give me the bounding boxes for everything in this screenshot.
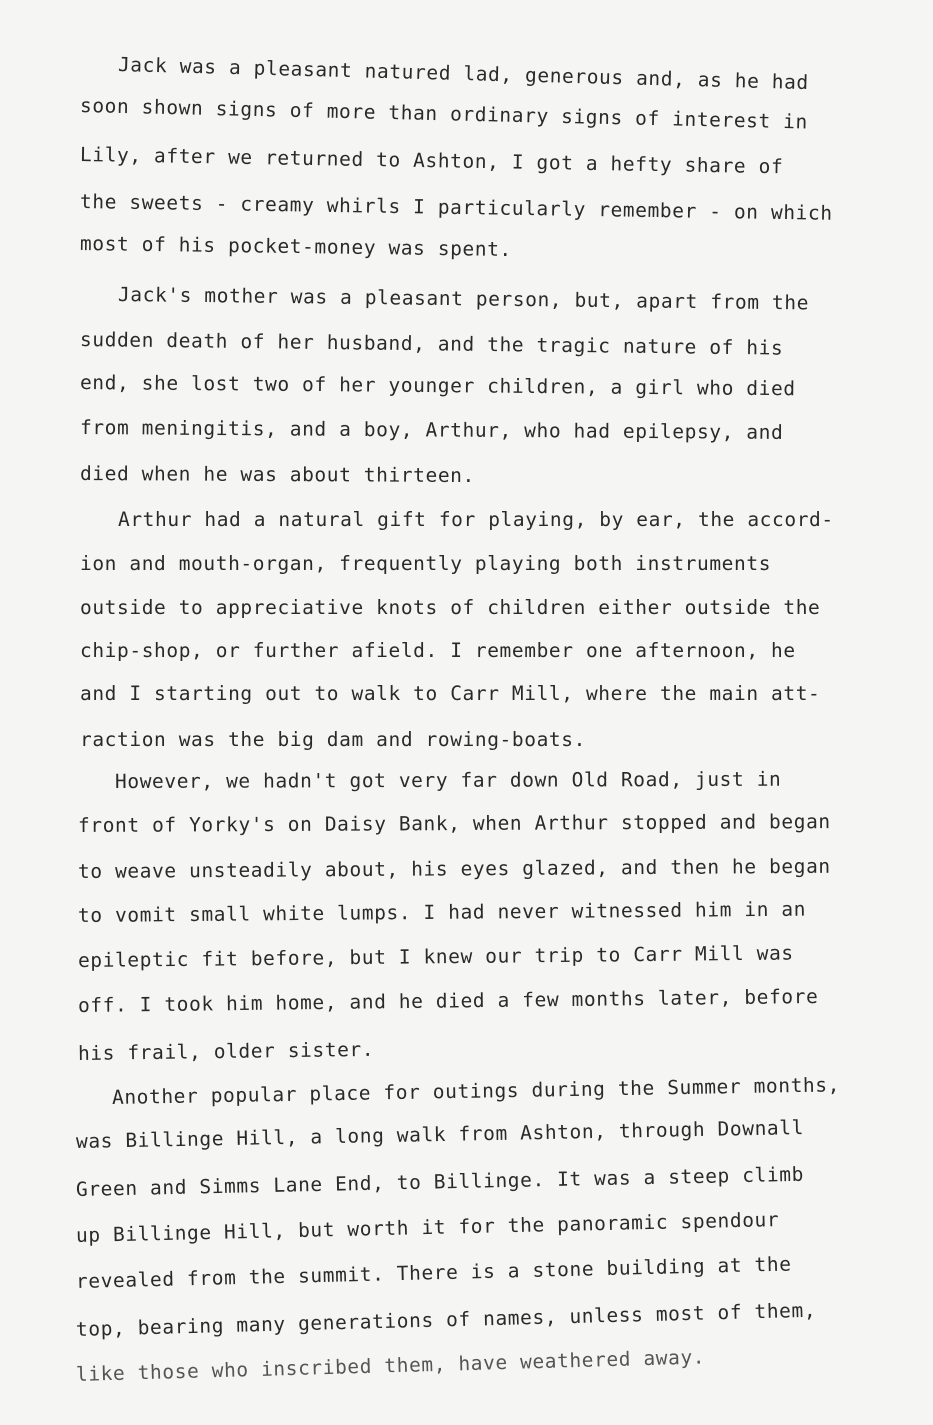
text-line: was Billinge Hill, a long walk from Ashton, through Downall xyxy=(75,1116,805,1153)
text-line: front of Yorky's on Daisy Bank, when Arthur stopped and began xyxy=(77,810,831,837)
text-line: and I starting out to walk to Carr Mill, where the main att- xyxy=(80,682,821,705)
text-line: epileptic fit before, but I knew our trip to Carr Mill was xyxy=(77,941,794,972)
text-line: Green and Simms Lane End, to Billinge. It was a steep climb xyxy=(75,1162,805,1201)
text-line: chip-shop, or further afield. I remember one afternoon, he xyxy=(80,639,796,662)
text-line: up Billinge Hill, but worth it for the panoramic spendour xyxy=(75,1208,780,1247)
text-line: soon shown signs of more than ordinary signs of interest in xyxy=(79,94,809,134)
text-line: ion and mouth-organ, frequently playing both instruments xyxy=(80,552,772,575)
text-line: However, we hadn't got very far down Old Road, just in xyxy=(114,767,782,793)
text-line: revealed from the summit. There is a stone building at the xyxy=(75,1252,792,1293)
text-line: Lily, after we returned to Ashton, I got a hefty share of xyxy=(79,143,784,179)
text-line: raction was the big dam and rowing-boats. xyxy=(80,728,586,751)
text-line: Jack's mother was a pleasant person, but, apart from the xyxy=(117,283,810,315)
text-line: top, bearing many generations of names, unless most of them, xyxy=(75,1298,817,1341)
text-line: Arthur had a natural gift for playing, by ear, the accord- xyxy=(118,508,834,531)
text-line: Jack was a pleasant natured lad, generous and, as he had xyxy=(117,53,810,95)
text-line: off. I took him home, and he died a few months later, before xyxy=(77,984,819,1017)
text-line: to vomit small white lumps. I had never witnessed him in an xyxy=(77,897,807,927)
text-line: end, she lost two of her younger children, a girl who died xyxy=(79,371,796,401)
text-line: from meningitis, and a boy, Arthur, who had epilepsy, and xyxy=(79,416,784,444)
text-line: outside to appreciative knots of children either outside the xyxy=(80,596,821,619)
text-line: his frail, older sister. xyxy=(77,1037,375,1065)
text-line: the sweets - creamy whirls I particularly remember - on which xyxy=(79,190,833,225)
text-line: to weave unsteadily about, his eyes glazed, and then he began xyxy=(77,854,831,883)
text-line: most of his pocket-money was spent. xyxy=(79,232,513,262)
text-line: Another popular place for outings during the Summer months, xyxy=(111,1073,841,1109)
text-line: sudden death of her husband, and the tragic nature of his xyxy=(79,328,784,360)
text-line: like those who inscribed them, have weathered away. xyxy=(75,1345,706,1386)
text-line: died when he was about thirteen. xyxy=(79,462,475,488)
